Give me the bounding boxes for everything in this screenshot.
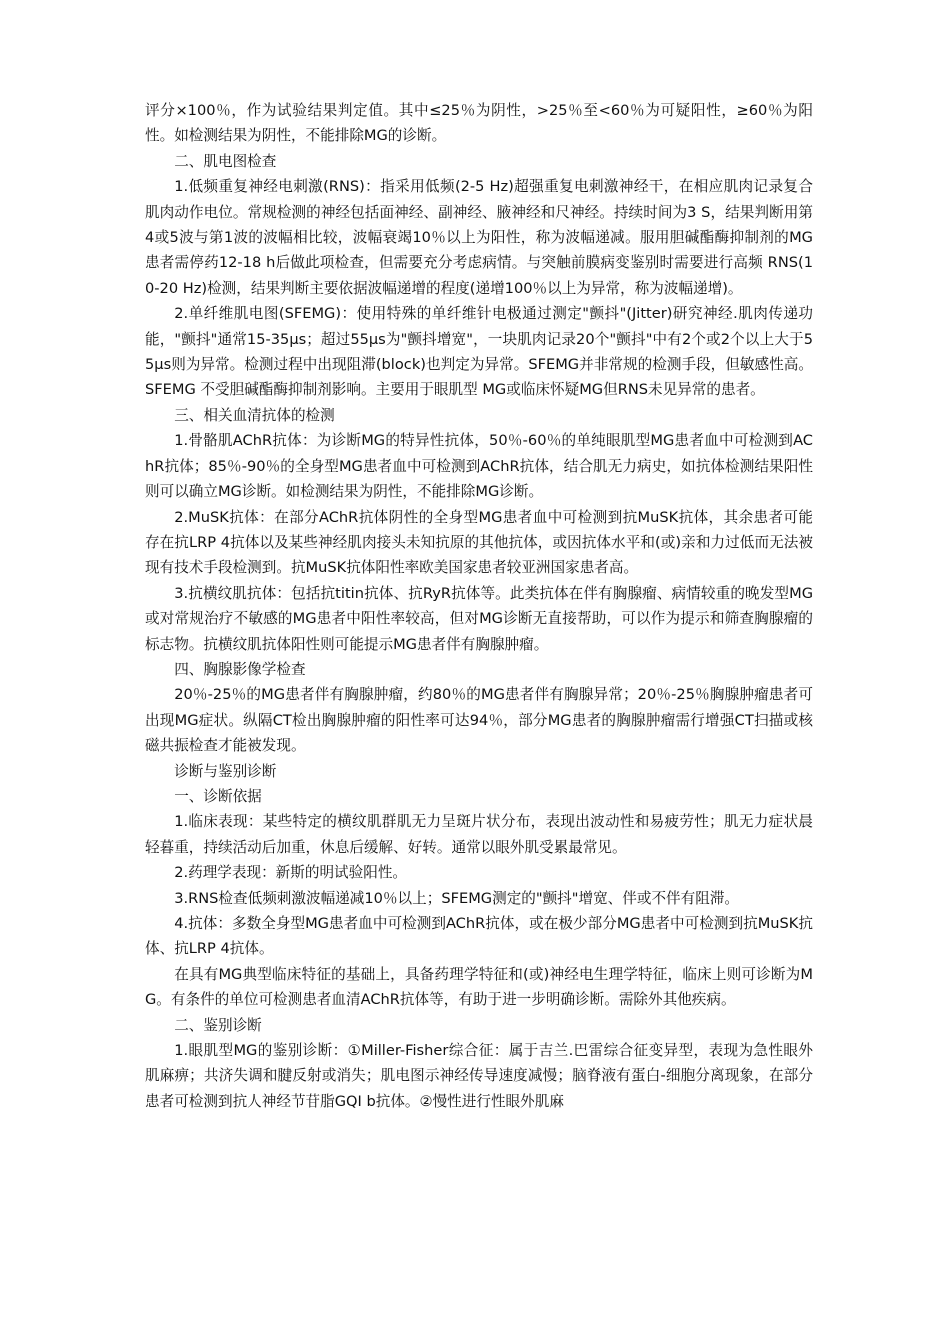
paragraph-clinical: 1.临床表现：某些特定的横纹肌群肌无力呈斑片状分布，表现出波动性和易疲劳性；肌无力症状晨轻暮重，持续活动后加重，休息后缓解、好转。通常以眼外肌受累最常见。 <box>145 813 813 856</box>
heading-serum-antibody: 三、相关血清抗体的检测 <box>174 406 335 424</box>
heading-emg: 二、肌电图检查 <box>174 152 277 170</box>
paragraph-conclusion: 在具有MG典型临床特征的基础上，具备药理学特征和(或)神经电生理学特征，临床上则可诊断为MG。有条件的单位可检测患者血清AChR抗体等，有助于进一步明确诊断。需除外其他疾病。 <box>145 965 813 1009</box>
paragraph-sfemg: 2.单纤维肌电图(SFEMG)：使用特殊的单纤维针电极通过测定"颤抖"(Jitter)研究神经.肌肉传递功能，"颤抖"通常15-35μs；超过55μs为"颤抖增宽"，一块肌肉记录20个"颤抖"中有2个或2个以上大于55μs则为异常。检测过程中出现阻滞(block)也判定为异常。SFEMG并非常规的检测手段，但敏感性高。SFEMG 不受胆碱酯酶抑制剂影响。主要用于眼肌型 MG或临床怀疑MG但RNS未见异常的患者。 <box>145 305 813 399</box>
paragraph-rns: 1.低频重复神经电刺激(RNS)：指采用低频(2-5 Hz)超强重复电刺激神经干，在相应肌肉记录复合肌肉动作电位。常规检测的神经包括面神经、副神经、腋神经和尺神经。持续时间为3 S，结果判断用第4或5波与第1波的波幅相比较，波幅衰竭10％以上为阳性，称为波幅递减。服用胆碱酯酶抑制剂的MG患者需停药12-18 h后做此项检查，但需要充分考虑病情。与突触前膜病变鉴别时需要进行高频 RNS(10-20 Hz)检测，结果判断主要依据波幅递增的程度(递增100％以上为异常，称为波幅递增)。 <box>145 178 813 297</box>
paragraph-thymus-imaging: 20％-25％的MG患者伴有胸腺肿瘤，约80％的MG患者伴有胸腺异常；20％-25％胸腺肿瘤患者可出现MG症状。纵隔CT检出胸腺肿瘤的阳性率可达94％，部分MG患者的胸腺肿瘤需行增强CT扫描或核磁共振检查才能被发现。 <box>145 686 813 755</box>
heading-thymus-imaging: 四、胸腺影像学检查 <box>174 660 306 678</box>
paragraph-achr-antibody: 1.骨骼肌AChR抗体：为诊断MG的特异性抗体，50％-60％的单纯眼肌型MG患者血中可检测到AChR抗体；85％-90％的全身型MG患者血中可检测到AChR抗体，结合肌无力病史，如抗体检测结果阳性则可以确立MG诊断。如检测结果为阴性，不能排除MG诊断。 <box>145 432 813 501</box>
paragraph-striated-muscle-antibody: 3.抗横纹肌抗体：包括抗titin抗体、抗RyR抗体等。此类抗体在伴有胸腺瘤、病情较重的晚发型MG或对常规治疗不敏感的MG患者中阳性率较高，但对MG诊断无直接帮助，可以作为提示和筛查胸腺瘤的标志物。抗横纹肌抗体阳性则可能提示MG患者伴有胸腺肿瘤。 <box>145 584 813 653</box>
paragraph-musk-antibody: 2.MuSK抗体：在部分AChR抗体阴性的全身型MG患者血中可检测到抗MuSK抗体，其余患者可能存在抗LRP 4抗体以及某些神经肌肉接头未知抗原的其他抗体，或因抗体水平和(或)亲和力过低而无法被现有技术手段检测到。抗MuSK抗体阳性率欧美国家患者较亚洲国家患者高。 <box>145 508 813 577</box>
heading-diagnostic-basis: 一、诊断依据 <box>174 787 262 805</box>
heading-differential: 二、鉴别诊断 <box>174 1016 262 1034</box>
paragraph-ocular-differential: 1.眼肌型MG的鉴别诊断：①Miller-Fisher综合征：属于吉兰.巴雷综合征变异型，表现为急性眼外肌麻痹；共济失调和腱反射或消失；肌电图示神经传导速度减慢；脑脊液有蛋白-细胞分离现象，在部分患者可检测到抗人神经节苷脂GQI b抗体。②慢性进行性眼外肌麻 <box>145 1042 813 1110</box>
paragraph-score-criteria: 评分×100％，作为试验结果判定值。其中≤25％为阴性，>25％至<60％为可疑阳性，≥60％为阳性。如检测结果为阴性，不能排除MG的诊断。 <box>145 102 813 145</box>
heading-diagnosis: 诊断与鉴别诊断 <box>174 762 277 780</box>
paragraph-pharmacology: 2.药理学表现：新斯的明试验阳性。 <box>174 864 408 882</box>
paragraph-antibody: 4.抗体：多数全身型MG患者血中可检测到AChR抗体，或在极少部分MG患者中可检测到抗MuSK抗体、抗LRP 4抗体。 <box>145 915 813 958</box>
paragraph-rns-check: 3.RNS检查低频刺激波幅递减10％以上；SFEMG测定的"颤抖"增宽、伴或不伴有阻滞。 <box>174 889 740 907</box>
document-page <box>145 98 813 1114</box>
